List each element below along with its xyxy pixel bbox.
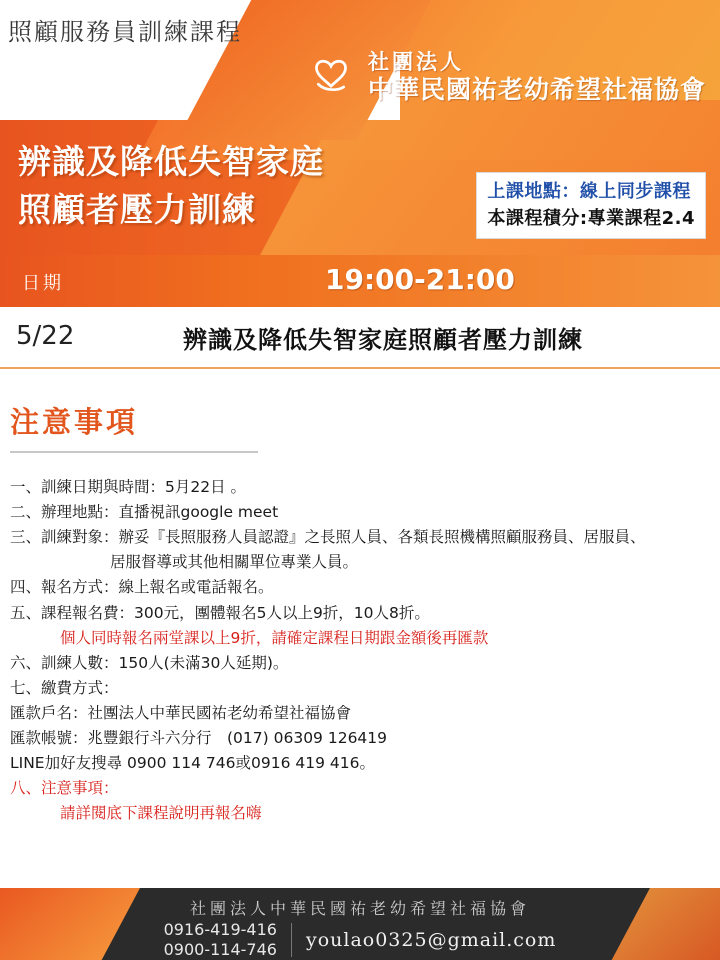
- notes-line: LINE加好友搜尋 0900 114 746或0916 419 416。: [10, 754, 375, 773]
- notes-line: 匯款戶名：社團法人中華民國祐老幼希望社福協會: [10, 703, 352, 722]
- notes-line: 八、注意事項：: [10, 779, 119, 798]
- schedule-topic: 辨識及降低失智家庭照顧者壓力訓練: [183, 325, 583, 354]
- footer-organization: 社團法人中華民國祐老幼希望社福協會: [189, 899, 530, 918]
- poster-title-line2: 照顧者壓力訓練: [18, 189, 256, 229]
- time-range: 19:00-21:00: [325, 263, 515, 296]
- footer-divider: [291, 923, 292, 957]
- notes-line: 一、訓練日期與時間：5月22日 。: [10, 478, 247, 496]
- footer-email[interactable]: youlao0325@gmail.com: [305, 929, 557, 951]
- schedule-row: [0, 307, 720, 369]
- heart-hand-icon: [302, 48, 360, 106]
- notes-line: 二、辦理地點：直播視訊google meet: [10, 503, 279, 522]
- notes-line: 匯款帳號：兆豐銀行斗六分行 (017) 06309 126419: [10, 729, 388, 748]
- footer-phone-2[interactable]: 0900-114-746: [163, 940, 277, 959]
- schedule-day: 5/22: [16, 321, 75, 351]
- organization-name-line1: 社團法人: [367, 48, 464, 74]
- notes-line: 居服督導或其他相關單位專業人員。: [110, 553, 359, 572]
- notes-line: 請詳閱底下課程說明再報名嗨: [60, 804, 262, 823]
- poster-title: [18, 138, 324, 234]
- date-label: 日期: [22, 273, 64, 294]
- footer-phone-1[interactable]: 0916-419-416: [163, 920, 277, 939]
- course-info-box: [476, 172, 706, 239]
- organization-logo: [302, 48, 706, 106]
- footer-phone-group: [164, 920, 277, 960]
- notes-line: 五、課程報名費：300元，團體報名5人以上9折，10人8折。: [10, 603, 430, 622]
- notes-line: 個人同時報名兩堂課以上9折，請確定課程日期跟金額後再匯款: [60, 628, 489, 647]
- notes-title: 注意事項: [10, 405, 139, 439]
- footer-contact: [0, 920, 720, 960]
- poster-header: [0, 0, 720, 330]
- poster-footer: [0, 888, 720, 960]
- notes-section: [0, 400, 720, 827]
- notes-divider: [10, 451, 258, 453]
- course-credits: 本課程積分:專業課程2.4: [487, 208, 695, 229]
- organization-name-line2: 中華民國祐老幼希望社福協會: [367, 74, 706, 104]
- course-kicker: 照顧服務員訓練課程: [8, 18, 242, 46]
- organization-name: [368, 50, 706, 104]
- notes-line: 七、繳費方式：: [10, 678, 119, 697]
- notes-body: [10, 475, 720, 827]
- date-time-bar: [0, 255, 720, 307]
- poster-title-line1: 辨識及降低失智家庭: [18, 142, 324, 181]
- notes-line: 三、訓練對象：辦妥『長照服務人員認證』之長照人員、各類長照機構照顧服務員、居服員、: [10, 528, 646, 547]
- notes-line: 四、報名方式：線上報名或電話報名。: [10, 578, 274, 597]
- course-location: 上課地點：線上同步課程: [487, 181, 691, 202]
- notes-line: 六、訓練人數：150人(未滿30人延期)。: [10, 653, 289, 672]
